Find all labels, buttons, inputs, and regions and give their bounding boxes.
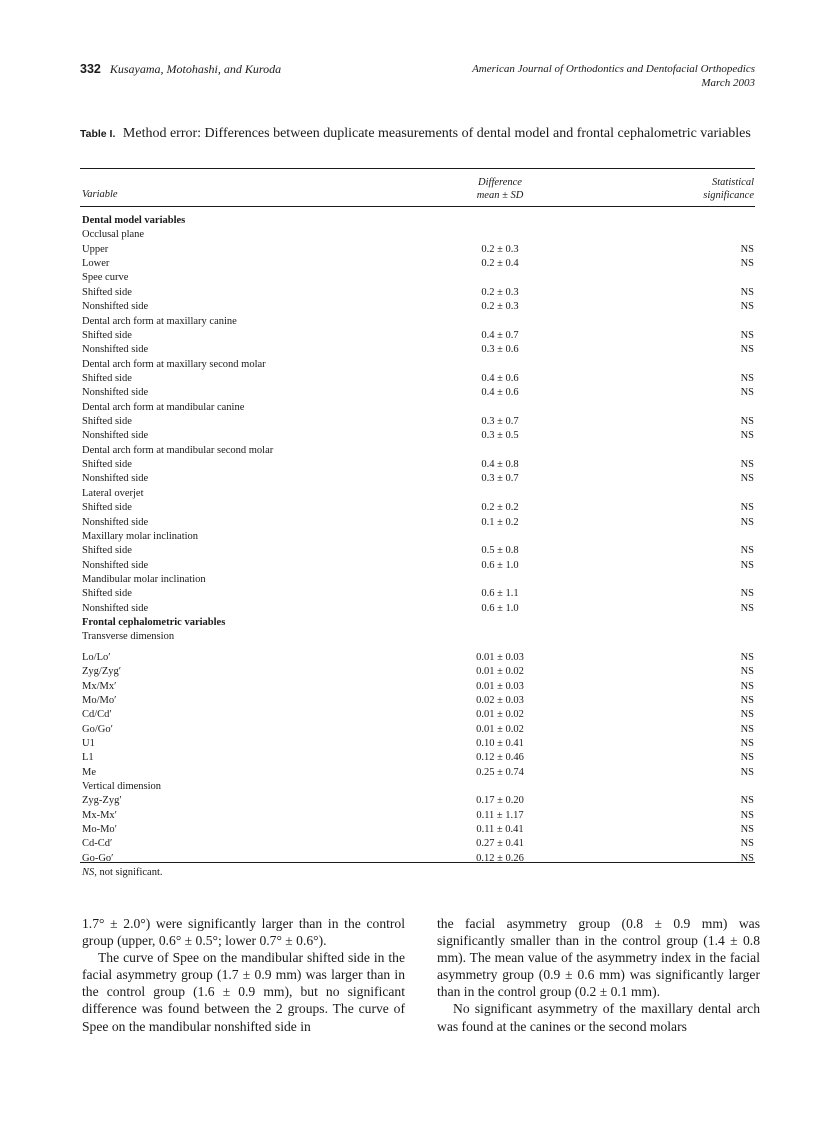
table-section-row xyxy=(82,616,754,630)
table-group-row xyxy=(82,271,754,285)
table-row xyxy=(82,665,754,679)
row-variable-label: Shifted side xyxy=(82,372,132,384)
row-variable-label: Dental model variables xyxy=(82,215,186,226)
header-date: March 2003 xyxy=(701,77,755,89)
table-row xyxy=(82,852,754,866)
table-top-rule xyxy=(80,168,755,169)
row-significance-value: NS xyxy=(740,243,754,255)
row-difference-value: 0.1 ± 0.2 xyxy=(481,516,519,528)
column-header-difference xyxy=(430,176,570,202)
row-difference-value: 0.01 ± 0.03 xyxy=(476,651,524,663)
row-significance-value: NS xyxy=(740,416,754,428)
row-significance-value: NS xyxy=(740,588,754,600)
table-row xyxy=(82,680,754,694)
table-group-row xyxy=(82,487,754,501)
column-header-variable: Variable xyxy=(82,189,118,200)
row-significance-value: NS xyxy=(740,666,754,678)
column-header-difference-line2: mean ± SD xyxy=(476,190,524,201)
row-variable-label: Dental arch form at maxillary second molar xyxy=(82,358,266,370)
row-variable-label: Spee curve xyxy=(82,272,129,284)
row-difference-value: 0.17 ± 0.20 xyxy=(476,795,524,807)
row-variable-label: Mo-Mo′ xyxy=(82,824,117,836)
row-difference-value: 0.25 ± 0.74 xyxy=(476,766,524,778)
table-row xyxy=(82,458,754,472)
row-significance-value: NS xyxy=(740,809,754,821)
row-difference-value: 0.27 ± 0.41 xyxy=(476,838,524,850)
row-difference-value: 0.02 ± 0.03 xyxy=(476,694,524,706)
table-group-row xyxy=(82,630,754,644)
table-row xyxy=(82,286,754,300)
row-difference-value: 0.3 ± 0.6 xyxy=(481,344,519,356)
table-group-row xyxy=(82,315,754,329)
row-difference-value: 0.3 ± 0.7 xyxy=(481,473,519,485)
column-header-significance xyxy=(703,176,754,202)
row-variable-label: Occlusal plane xyxy=(82,229,145,241)
row-significance-value: NS xyxy=(740,723,754,735)
row-variable-label: Shifted side xyxy=(82,459,132,471)
row-significance-value: NS xyxy=(740,651,754,663)
table-row xyxy=(82,809,754,823)
row-significance-value: NS xyxy=(740,301,754,313)
table-row xyxy=(82,516,754,530)
row-difference-value: 0.01 ± 0.03 xyxy=(476,680,524,692)
row-significance-value: NS xyxy=(740,838,754,850)
row-difference-value: 0.3 ± 0.5 xyxy=(481,430,519,442)
row-variable-label: Nonshifted side xyxy=(82,559,149,571)
row-variable-label: U1 xyxy=(82,737,95,749)
row-difference-value: 0.01 ± 0.02 xyxy=(476,723,524,735)
table-group-row xyxy=(82,358,754,372)
body-column-right xyxy=(437,915,760,1035)
row-significance-value: NS xyxy=(740,694,754,706)
table-row xyxy=(82,794,754,808)
row-variable-label: Nonshifted side xyxy=(82,602,149,614)
table-row xyxy=(82,329,754,343)
running-header xyxy=(80,62,755,94)
table-row xyxy=(82,823,754,837)
row-variable-label: Zyg/Zyg′ xyxy=(82,666,122,678)
table-group-row xyxy=(82,780,754,794)
table-row xyxy=(82,587,754,601)
table-label: Table I. xyxy=(80,128,116,140)
row-variable-label: Upper xyxy=(82,243,109,255)
row-variable-label: Nonshifted side xyxy=(82,344,149,356)
row-variable-label: Nonshifted side xyxy=(82,301,149,313)
footnote-abbreviation: NS, xyxy=(82,867,97,878)
row-significance-value: NS xyxy=(740,680,754,692)
table-group-row xyxy=(82,444,754,458)
table-title: Method error: Differences between duplicate measurements of dental model and frontal cephalometric variables xyxy=(122,126,751,141)
row-variable-label: Dental arch form at maxillary canine xyxy=(82,315,237,327)
body-paragraph: No significant asymmetry of the maxillary dental arch was found at the canines or the second molars xyxy=(437,1001,760,1034)
row-significance-value: NS xyxy=(740,516,754,528)
table-bottom-rule xyxy=(80,862,755,863)
column-header-significance-line1: Statistical xyxy=(712,177,754,188)
table-header-rule xyxy=(80,206,755,207)
row-significance-value: NS xyxy=(740,459,754,471)
row-significance-value: NS xyxy=(740,737,754,749)
footnote-text: not significant. xyxy=(96,867,163,878)
table-row xyxy=(82,386,754,400)
row-variable-label: Lo/Lo′ xyxy=(82,651,111,663)
row-significance-value: NS xyxy=(740,387,754,399)
table-row xyxy=(82,602,754,616)
table-row xyxy=(82,501,754,515)
table-row xyxy=(82,837,754,851)
row-variable-label: Transverse dimension xyxy=(82,631,175,643)
row-variable-label: Frontal cephalometric variables xyxy=(82,617,226,629)
row-variable-label: Vertical dimension xyxy=(82,781,162,793)
row-variable-label: Shifted side xyxy=(82,416,132,428)
row-variable-label: Nonshifted side xyxy=(82,516,149,528)
table-row xyxy=(82,415,754,429)
row-difference-value: 0.2 ± 0.2 xyxy=(481,502,519,514)
table-row xyxy=(82,708,754,722)
row-difference-value: 0.01 ± 0.02 xyxy=(476,709,524,721)
table-caption xyxy=(80,125,755,143)
row-variable-label: Mx-Mx′ xyxy=(82,809,117,821)
row-difference-value: 0.01 ± 0.02 xyxy=(476,666,524,678)
row-significance-value: NS xyxy=(740,852,754,864)
row-variable-label: Go-Go′ xyxy=(82,852,114,864)
row-variable-label: Lateral overjet xyxy=(82,487,144,499)
row-variable-label: Cd/Cd′ xyxy=(82,709,112,721)
table-row xyxy=(82,559,754,573)
row-variable-label: Cd-Cd′ xyxy=(82,838,113,850)
row-significance-value: NS xyxy=(740,824,754,836)
row-difference-value: 0.3 ± 0.7 xyxy=(481,416,519,428)
table-row xyxy=(82,472,754,486)
row-variable-label: Shifted side xyxy=(82,502,132,514)
row-difference-value: 0.11 ± 0.41 xyxy=(476,824,524,836)
table-row xyxy=(82,300,754,314)
row-significance-value: NS xyxy=(740,752,754,764)
row-difference-value: 0.2 ± 0.3 xyxy=(481,243,519,255)
row-variable-label: Nonshifted side xyxy=(82,430,149,442)
row-variable-label: Shifted side xyxy=(82,329,132,341)
row-difference-value: 0.12 ± 0.46 xyxy=(476,752,524,764)
row-difference-value: 0.10 ± 0.41 xyxy=(476,737,524,749)
row-difference-value: 0.6 ± 1.1 xyxy=(481,588,519,600)
row-variable-label: Maxillary molar inclination xyxy=(82,530,199,542)
row-difference-value: 0.6 ± 1.0 xyxy=(481,602,519,614)
row-significance-value: NS xyxy=(740,545,754,557)
row-significance-value: NS xyxy=(740,795,754,807)
header-left xyxy=(80,62,281,77)
table-group-row xyxy=(82,530,754,544)
row-variable-label: Me xyxy=(82,766,96,778)
row-significance-value: NS xyxy=(740,502,754,514)
row-difference-value: 0.2 ± 0.4 xyxy=(481,258,519,270)
row-variable-label: Mandibular molar inclination xyxy=(82,573,206,585)
row-variable-label: Nonshifted side xyxy=(82,387,149,399)
row-variable-label: Lower xyxy=(82,258,110,270)
row-variable-label: Shifted side xyxy=(82,286,132,298)
body-paragraph: the facial asymmetry group (0.8 ± 0.9 mm) was significantly smaller than in the control group (1.4 ± 0.8 mm). The mean value of the asymmetry index in the facial asymmetry group (0.9 ± 0.6 mm) was significantly larger than in the control group (0.2 ± 0.1 mm). xyxy=(437,916,760,1000)
table-row xyxy=(82,694,754,708)
row-significance-value: NS xyxy=(740,709,754,721)
table-row xyxy=(82,343,754,357)
row-difference-value: 0.2 ± 0.3 xyxy=(481,286,519,298)
row-variable-label: Mo/Mo′ xyxy=(82,694,117,706)
row-significance-value: NS xyxy=(740,766,754,778)
row-significance-value: NS xyxy=(740,344,754,356)
table-group-row xyxy=(82,401,754,415)
table-row xyxy=(82,544,754,558)
page-number: 332 xyxy=(80,62,101,76)
column-header-difference-line1: Difference xyxy=(478,177,522,188)
row-difference-value: 0.4 ± 0.8 xyxy=(481,459,519,471)
row-difference-value: 0.12 ± 0.26 xyxy=(476,852,524,864)
row-variable-label: Go/Go′ xyxy=(82,723,113,735)
row-difference-value: 0.4 ± 0.7 xyxy=(481,329,519,341)
row-significance-value: NS xyxy=(740,473,754,485)
row-variable-label: Dental arch form at mandibular canine xyxy=(82,401,245,413)
table-row xyxy=(82,723,754,737)
table-row xyxy=(82,243,754,257)
row-variable-label: Shifted side xyxy=(82,588,132,600)
table-section-row xyxy=(82,214,754,228)
table-row xyxy=(82,257,754,271)
row-difference-value: 0.2 ± 0.3 xyxy=(481,301,519,313)
row-significance-value: NS xyxy=(740,559,754,571)
table-footnote xyxy=(82,867,163,878)
column-header-significance-line2: significance xyxy=(703,190,754,201)
row-difference-value: 0.11 ± 1.17 xyxy=(476,809,524,821)
row-variable-label: Nonshifted side xyxy=(82,473,149,485)
row-variable-label: Dental arch form at mandibular second molar xyxy=(82,444,274,456)
table-row xyxy=(82,651,754,665)
table-row xyxy=(82,429,754,443)
table-row xyxy=(82,737,754,751)
row-significance-value: NS xyxy=(740,372,754,384)
body-column-left xyxy=(82,915,405,1035)
body-paragraph: The curve of Spee on the mandibular shifted side in the facial asymmetry group (1.7 ± 0.9 mm) was larger than in the control group (1.6 ± 0.9 mm), but no significant difference was found between the 2 groups. The curve of Spee on the mandibular nonshifted side in xyxy=(82,950,405,1034)
table-row xyxy=(82,766,754,780)
table-group-row xyxy=(82,228,754,242)
header-authors: Kusayama, Motohashi, and Kuroda xyxy=(109,62,282,76)
row-significance-value: NS xyxy=(740,602,754,614)
row-difference-value: 0.6 ± 1.0 xyxy=(481,559,519,571)
header-journal: American Journal of Orthodontics and Dentofacial Orthopedics xyxy=(472,63,755,75)
row-difference-value: 0.5 ± 0.8 xyxy=(481,545,519,557)
row-variable-label: Zyg-Zyg′ xyxy=(82,795,122,807)
row-variable-label: L1 xyxy=(82,752,94,764)
row-variable-label: Mx/Mx′ xyxy=(82,680,117,692)
row-significance-value: NS xyxy=(740,329,754,341)
table-row xyxy=(82,751,754,765)
header-right xyxy=(472,62,755,90)
table-group-row xyxy=(82,573,754,587)
row-difference-value: 0.4 ± 0.6 xyxy=(481,372,519,384)
row-significance-value: NS xyxy=(740,258,754,270)
row-significance-value: NS xyxy=(740,286,754,298)
body-paragraph: 1.7° ± 2.0°) were significantly larger than in the control group (upper, 0.6° ± 0.5°; lower 0.7° ± 0.6°). xyxy=(82,916,405,949)
row-significance-value: NS xyxy=(740,430,754,442)
table-body xyxy=(82,214,754,866)
row-variable-label: Shifted side xyxy=(82,545,132,557)
table-row xyxy=(82,372,754,386)
row-difference-value: 0.4 ± 0.6 xyxy=(481,387,519,399)
